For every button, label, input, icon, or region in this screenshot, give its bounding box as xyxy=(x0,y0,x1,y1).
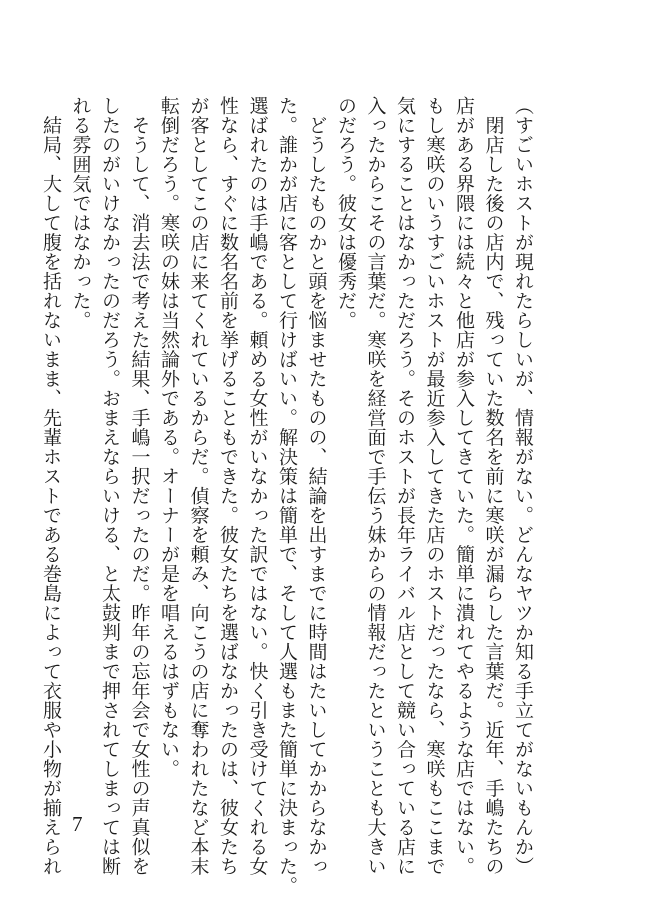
text-line: 性なら、すぐに数名名前を挙げることもできた。彼女たちを選ばなかったのは、彼女たち xyxy=(217,96,239,876)
text-line: のだろう。彼女は優秀だ。 xyxy=(335,96,357,330)
text-line: が客としてこの店に来てくれているからだ。偵察を頼み、向こうの店に奪われたなど本末 xyxy=(187,96,210,876)
text-line: れる雰囲気ではなかった。 xyxy=(69,96,92,330)
text-line: そうして、消去法で考えた結果、手嶋一択だったのだ。昨年の忘年会で女性の声真似を xyxy=(128,96,151,876)
text-line: （すごいホストが現れたらしいが、情報がない。どんなヤツか知る手立てがないもんか） xyxy=(512,96,534,876)
text-line: したのがいけなかったのだろう。おまえならいける、と太鼓判まで押されてしまっては断 xyxy=(99,96,121,876)
text-line: 転倒だろう。寒咲の妹は当然論外である。オーナーが是を唱えるはずもない。 xyxy=(158,96,180,779)
text-line: 気にすることはなかっただろう。そのホストが長年ライバル店として競い合っている店に xyxy=(394,96,416,876)
text-line: どうしたものかと頭を悩ませたものの、結論を出すまでに時間はたいしてかからなかっ xyxy=(305,96,328,876)
text-line: もし寒咲のいうすごいホストが最近参入してきた店のホストだったなら、寒咲もここまで xyxy=(423,96,446,876)
page-number: 7 xyxy=(72,812,83,836)
text-line: 店がある界隈には続々と他店が参入してきていた。簡単に潰れてやるような店ではない。 xyxy=(453,96,475,876)
text-line: 結局、大して腹を括れないまま、先輩ホストである巻島によって衣服や小物が揃えられ xyxy=(40,96,62,876)
text-line: 入ったからこその言葉だ。寒咲を経営面で手伝う妹からの情報だったということも大きい xyxy=(364,96,387,876)
text-line: 閉店した後の店内で、残っていた数名を前に寒咲が漏らした言葉だ。近年、手嶋たちの xyxy=(482,96,505,876)
text-line: 選ばれたのは手嶋である。頼める女性がいなかった訳ではない。快く引き受けてくれる女 xyxy=(246,96,269,876)
novel-body-text xyxy=(36,96,538,896)
text-line: た。誰かが店に客として行けばいい。解決策は簡単で、そして人選もまた簡単に決まった。 xyxy=(276,96,298,896)
